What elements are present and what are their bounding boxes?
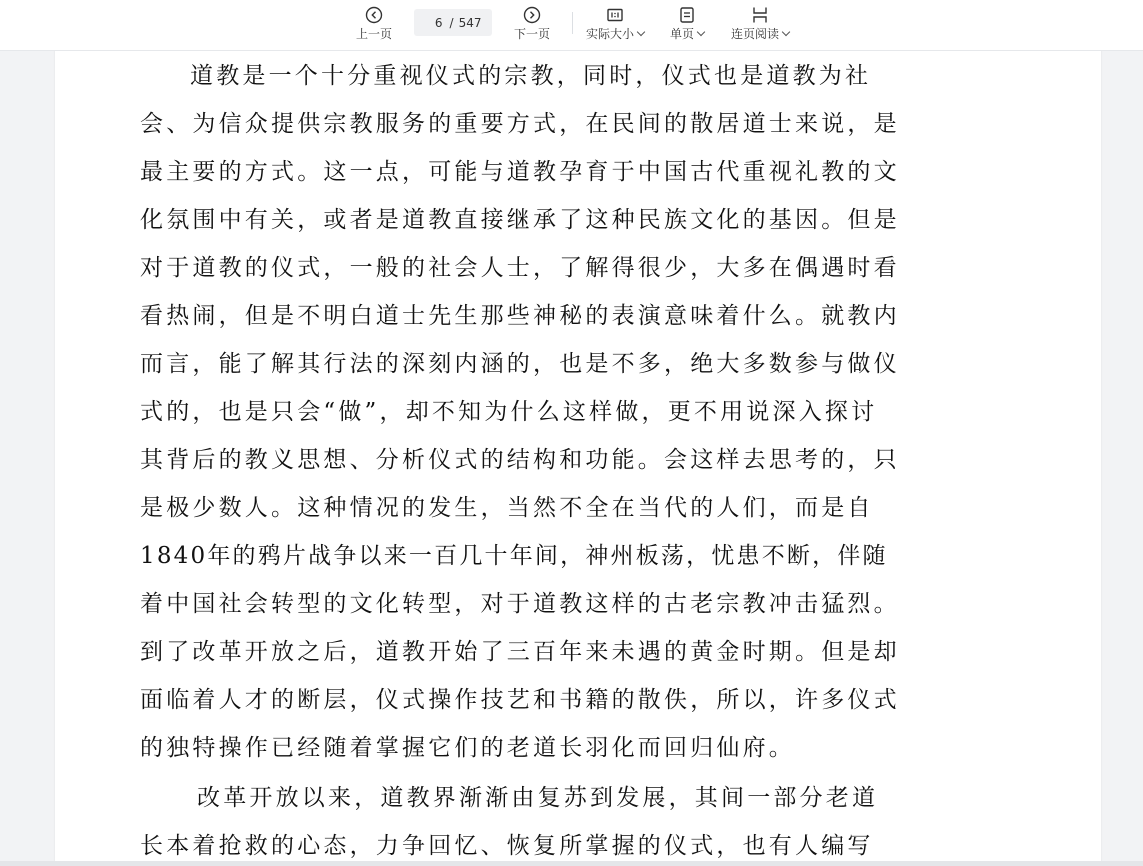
single-page-label: 单页 xyxy=(670,27,695,41)
text-line: 对于道教的仪式，一般的社会人士，了解得很少，大多在偶遇时看 xyxy=(140,255,900,281)
text-line: 着中国社会转型的文化转型，对于道教这样的古老宗教冲击猛烈。 xyxy=(140,591,900,617)
actual-size-dropdown[interactable] xyxy=(586,4,644,46)
text-line: 其背后的教义思想、分析仪式的结构和功能。会这样去思考的，只 xyxy=(140,447,900,473)
text-line: 会、为信众提供宗教服务的重要方式，在民间的散居道士来说，是 xyxy=(140,111,900,137)
next-page-label: 下一页 xyxy=(514,27,551,41)
text-line: 面临着人才的断层，仪式操作技艺和书籍的散佚，所以，许多仪式 xyxy=(140,687,900,713)
next-page-button[interactable] xyxy=(514,4,550,46)
chevron-down-icon xyxy=(637,28,645,36)
text-line: 最主要的方式。这一点，可能与道教孕育于中国古代重视礼教的文 xyxy=(140,159,900,185)
text-line: 到了改革开放之后，道教开始了三百年来未遇的黄金时期。但是却 xyxy=(140,639,900,665)
continuous-pages-icon xyxy=(749,4,771,26)
viewer-toolbar xyxy=(0,0,1143,51)
text-line: 而言，能了解其行法的深刻内涵的，也是不多，绝大多数参与做仪 xyxy=(140,351,900,377)
chevron-down-icon xyxy=(782,28,790,36)
single-page-icon xyxy=(676,4,698,26)
page-separator: / xyxy=(449,15,454,30)
text-line: 化氛围中有关，或者是道教直接继承了这种民族文化的基因。但是 xyxy=(140,207,900,233)
chevron-right-circle-icon xyxy=(521,4,543,26)
text-line: 式的，也是只会“做”，却不知为什么这样做，更不用说深入探讨 xyxy=(140,399,878,425)
continuous-reading-label: 连页阅读 xyxy=(731,27,780,41)
text-line: 改革开放以来，道教界渐渐由复苏到发展，其间一部分老道 xyxy=(197,785,879,811)
actual-size-icon xyxy=(604,4,626,26)
prev-page-button[interactable] xyxy=(356,4,392,46)
chevron-down-icon xyxy=(697,28,705,36)
text-line: 长本着抢救的心态，力争回忆、恢复所掌握的仪式，也有人编写 xyxy=(140,833,874,859)
document-viewport[interactable] xyxy=(0,51,1143,866)
single-page-dropdown[interactable] xyxy=(670,4,704,46)
text-line: 是极少数人。这种情况的发生，当然不全在当代的人们，而是自 xyxy=(140,495,874,521)
page-indicator xyxy=(414,9,492,36)
current-page-input[interactable] xyxy=(425,16,443,30)
document-page xyxy=(55,51,1101,866)
continuous-reading-dropdown[interactable] xyxy=(731,4,789,46)
text-line: 看热闹，但是不明白道士先生那些神秘的表演意味着什么。就教内 xyxy=(140,303,900,329)
prev-page-label: 上一页 xyxy=(356,27,393,41)
text-line: 道教是一个十分重视仪式的宗教，同时，仪式也是道教为社 xyxy=(190,63,872,89)
actual-size-label: 实际大小 xyxy=(586,27,635,41)
total-pages: 547 xyxy=(458,15,482,30)
text-line: 1840年的鸦片战争以来一百几十年间，神州板荡，忧患不断，伴随 xyxy=(140,543,888,569)
toolbar-divider xyxy=(572,12,573,34)
bottom-scroll-track[interactable] xyxy=(0,861,1143,866)
chevron-left-circle-icon xyxy=(363,4,385,26)
text-line: 的独特操作已经随着掌握它们的老道长羽化而回归仙府。 xyxy=(140,735,795,761)
